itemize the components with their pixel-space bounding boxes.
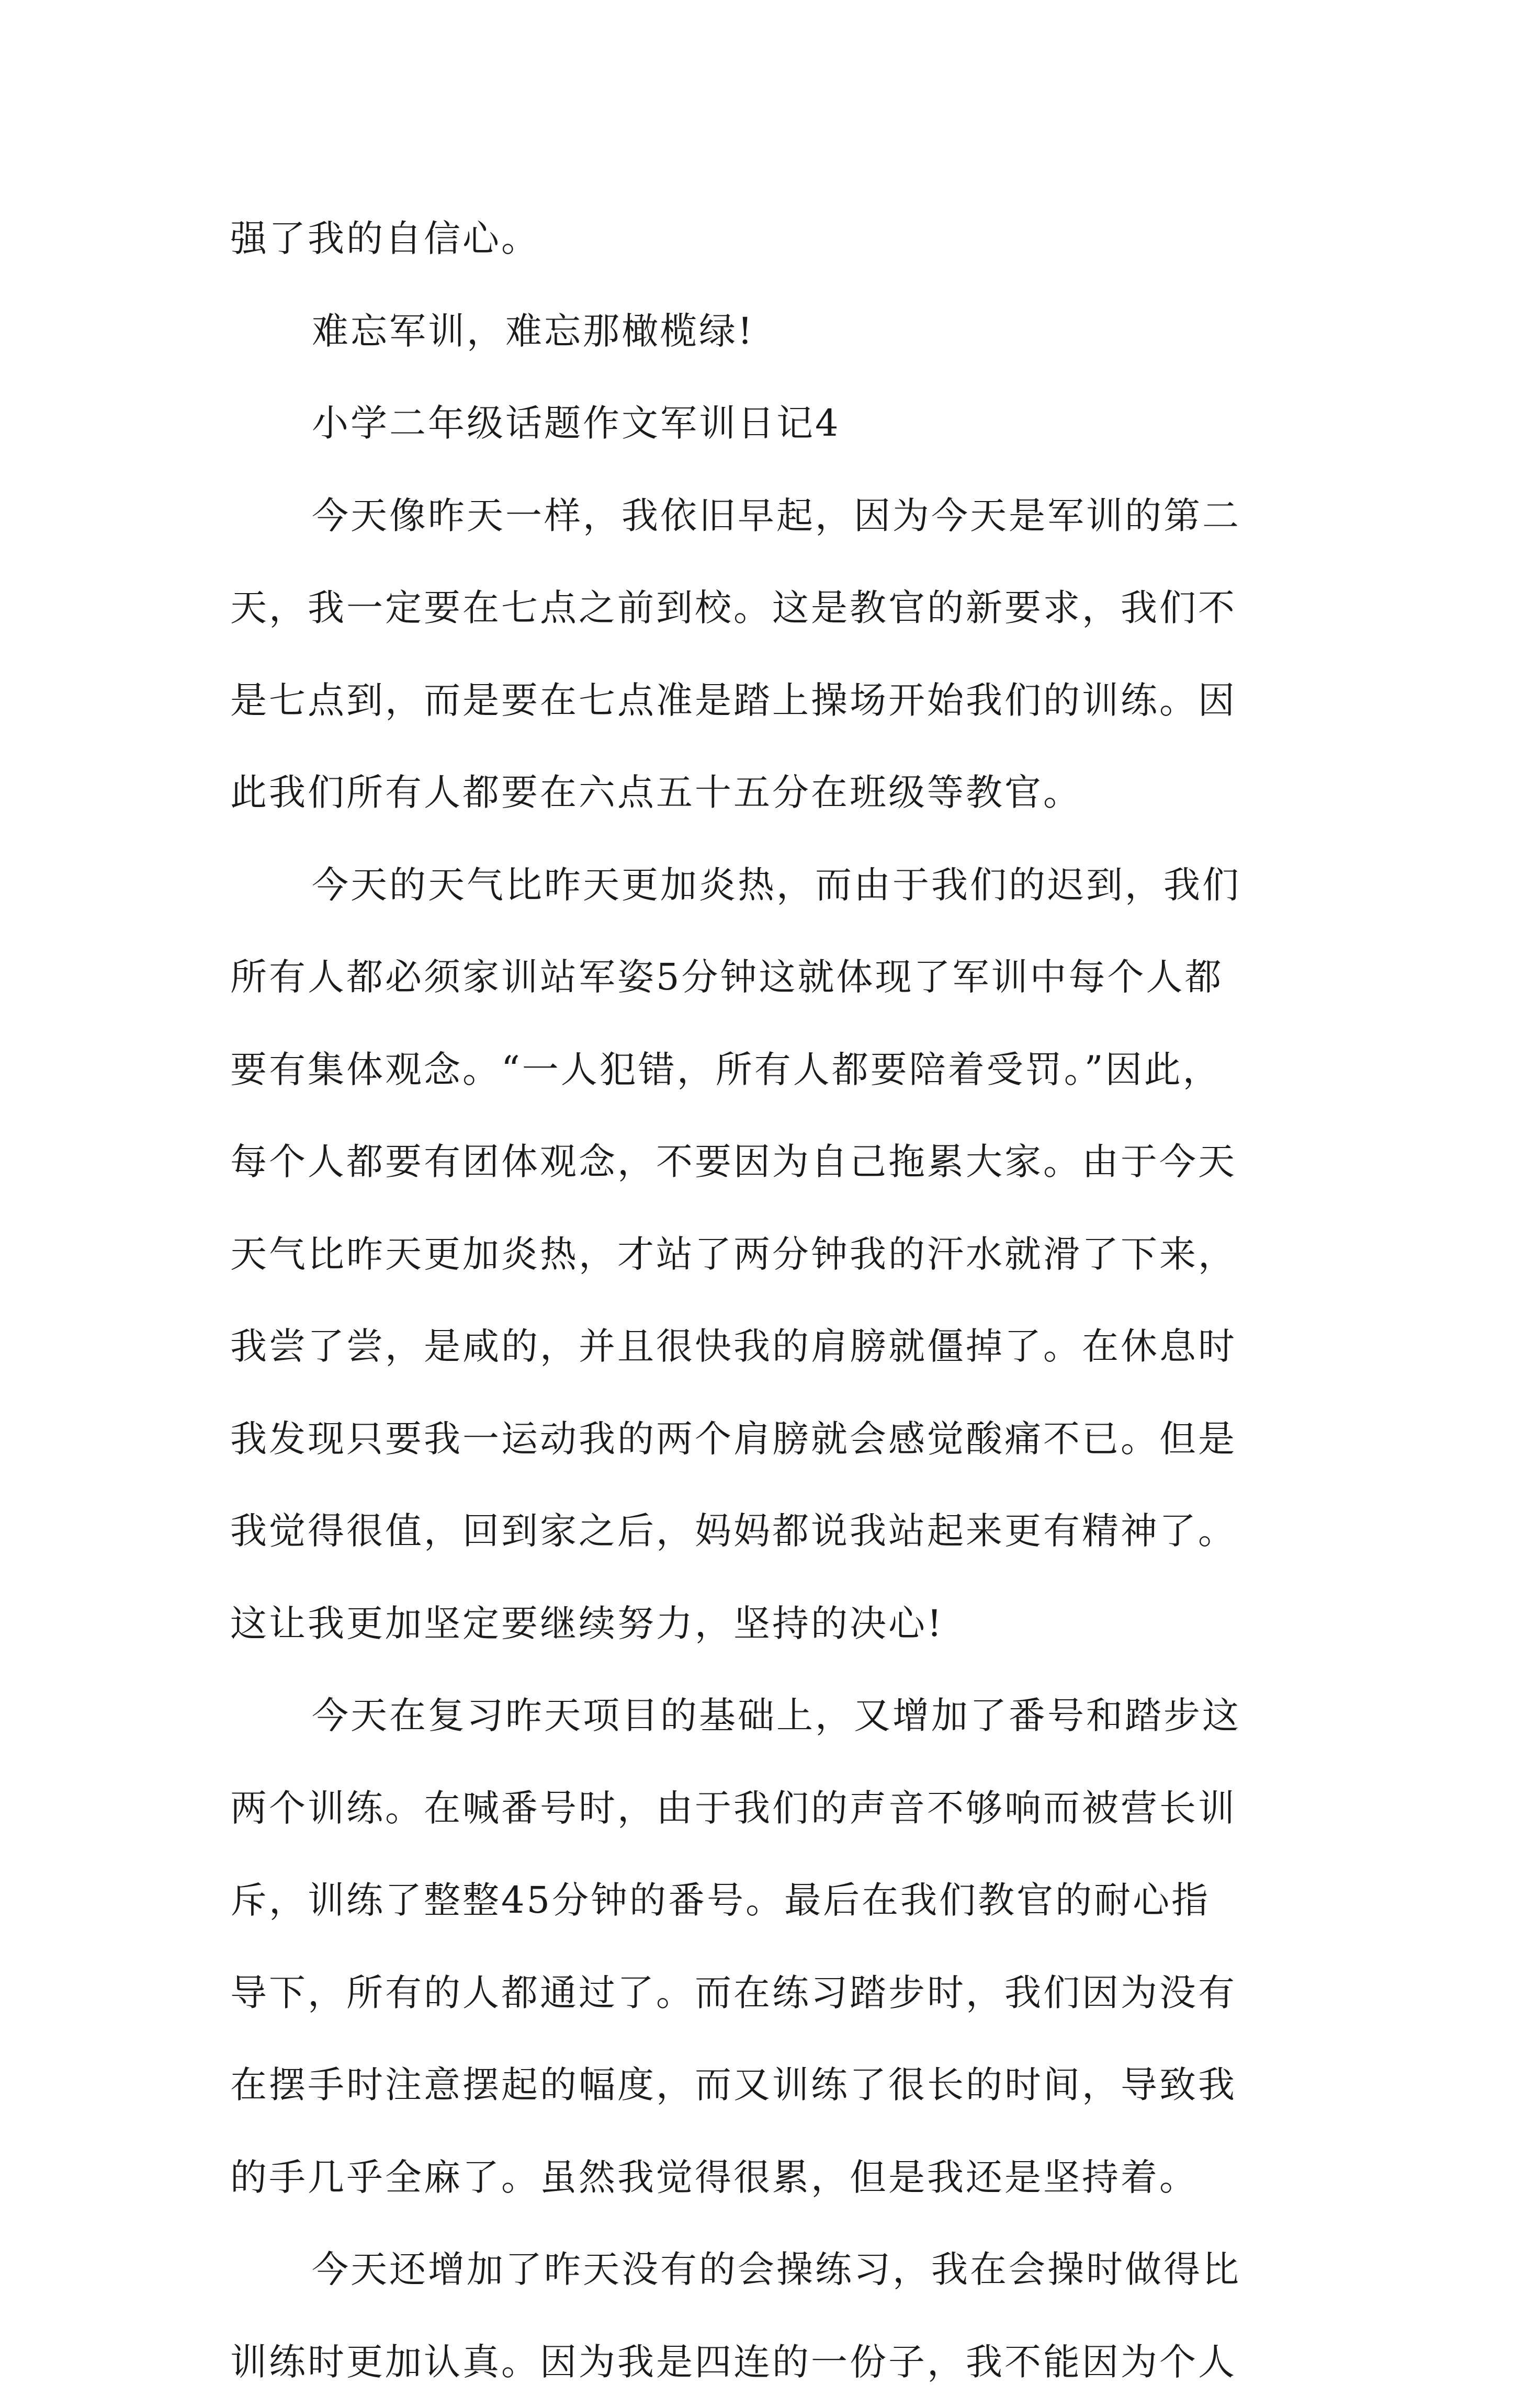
text-line: 难忘军训，难忘那橄榄绿!: [230, 285, 1287, 378]
text-line: 是七点到，而是要在七点准是踏上操场开始我们的训练。因: [230, 654, 1287, 747]
text-line: 此我们所有人都要在六点五十五分在班级等教官。: [230, 746, 1287, 839]
text-line: 小学二年级话题作文军训日记4: [230, 377, 1287, 470]
text-line: 在摆手时注意摆起的幅度，而又训练了很长的时间，导致我: [230, 2039, 1287, 2131]
text-line: 我觉得很值，回到家之后，妈妈都说我站起来更有精神了。: [230, 1485, 1287, 1577]
text-line: 两个训练。在喊番号时，由于我们的声音不够响而被营长训: [230, 1762, 1287, 1855]
text-line: 所有人都必须家训站军姿5分钟这就体现了军训中每个人都: [230, 931, 1287, 1024]
text-line: 强了我的自信心。: [230, 192, 1287, 285]
text-line: 我尝了尝，是咸的，并且很快我的肩膀就僵掉了。在休息时: [230, 1300, 1287, 1393]
text-line: 我发现只要我一运动我的两个肩膀就会感觉酸痛不已。但是: [230, 1393, 1287, 1485]
text-line: 今天在复习昨天项目的基础上，又增加了番号和踏步这: [230, 1669, 1287, 1762]
text-line: 这让我更加坚定要继续努力，坚持的决心!: [230, 1577, 1287, 1670]
text-line: 今天还增加了昨天没有的会操练习，我在会操时做得比: [230, 2223, 1287, 2316]
text-line: 的手几乎全麻了。虽然我觉得很累，但是我还是坚持着。: [230, 2131, 1287, 2224]
text-line: 天，我一定要在七点之前到校。这是教官的新要求，我们不: [230, 562, 1287, 654]
text-line: 今天像昨天一样，我依旧早起，因为今天是军训的第二: [230, 470, 1287, 562]
document-body: [230, 192, 1287, 2408]
text-line: 训练时更加认真。因为我是四连的一份子，我不能因为个人: [230, 2316, 1287, 2408]
text-line: 要有集体观念。“一人犯错，所有人都要陪着受罚。”因此，: [230, 1024, 1287, 1116]
text-line: 每个人都要有团体观念，不要因为自己拖累大家。由于今天: [230, 1116, 1287, 1208]
text-line: 今天的天气比昨天更加炎热，而由于我们的迟到，我们: [230, 839, 1287, 932]
text-line: 斥，训练了整整45分钟的番号。最后在我们教官的耐心指: [230, 1854, 1287, 1947]
text-line: 导下，所有的人都通过了。而在练习踏步时，我们因为没有: [230, 1947, 1287, 2039]
text-line: 天气比昨天更加炎热，才站了两分钟我的汗水就滑了下来，: [230, 1208, 1287, 1301]
